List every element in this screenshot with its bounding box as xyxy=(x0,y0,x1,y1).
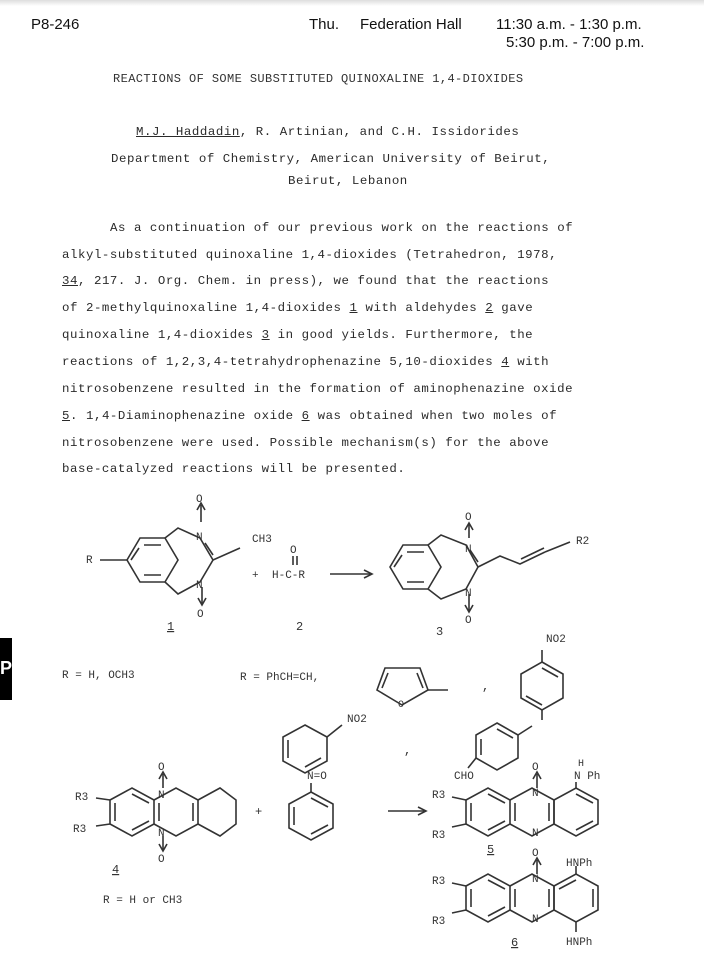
compound-ref: 1 xyxy=(349,301,358,315)
svg-text:N: N xyxy=(465,544,472,556)
compound-ref: 2 xyxy=(485,301,494,315)
abstract-line: nitrosobenzene resulted in the formation of aminophenazine oxide xyxy=(62,382,574,396)
furan-structure xyxy=(377,668,448,705)
svg-text:O: O xyxy=(158,762,165,774)
svg-text:R3: R3 xyxy=(432,830,446,842)
compound-6-label: 6 xyxy=(511,936,519,950)
nitrosobenzene-structure xyxy=(289,783,333,840)
svg-text:N: N xyxy=(465,588,472,600)
session-venue: Federation Hall xyxy=(360,16,462,33)
svg-text:,: , xyxy=(482,680,490,694)
session-time-1: 11:30 a.m. - 1:30 p.m. xyxy=(496,16,642,33)
r1-definition: R = H, OCH3 xyxy=(62,670,135,682)
svg-text:+: + xyxy=(255,805,263,819)
methyl-label: CH3 xyxy=(252,534,272,546)
anilino-label: HNPh xyxy=(566,937,593,949)
section-tab: P xyxy=(0,638,12,700)
compound-ref: 6 xyxy=(301,409,310,423)
p-formylphenyl-structure xyxy=(468,723,532,770)
svg-text:N: N xyxy=(158,790,165,802)
nitroso-label: N=O xyxy=(307,771,327,783)
abstract-line: quinoxaline 1,4-dioxides 3 in good yields. Furthermore, the xyxy=(62,328,534,342)
compound-ref: 3 xyxy=(261,328,270,342)
svg-text:O: O xyxy=(465,512,472,524)
svg-text:O: O xyxy=(532,848,539,860)
svg-text:H: H xyxy=(578,759,585,770)
co-authors: , R. Artinian, and C.H. Issidorides xyxy=(239,125,520,139)
svg-text:N: N xyxy=(196,580,203,592)
svg-text:N Ph: N Ph xyxy=(574,771,601,783)
abstract-line: reactions of 1,2,3,4-tetrahydrophenazine 5,10-dioxides 4 with xyxy=(62,355,550,369)
svg-text:N: N xyxy=(196,532,203,544)
svg-text:O: O xyxy=(158,854,165,866)
svg-text:NO2: NO2 xyxy=(347,714,367,726)
compound-ref: 4 xyxy=(501,355,510,369)
abstract-line: nitrosobenzene were used. Possible mechanism(s) for the above xyxy=(62,436,550,450)
compound-4-structure xyxy=(96,772,236,851)
compound-1-label: 1 xyxy=(167,620,175,634)
svg-text:R3: R3 xyxy=(432,916,446,928)
svg-text:R3: R3 xyxy=(75,792,89,804)
anilino-label: HNPh xyxy=(566,858,593,870)
svg-text:R3: R3 xyxy=(432,790,446,802)
abstract-line: of 2-methylquinoxaline 1,4-dioxides 1 with aldehydes 2 gave xyxy=(62,301,534,315)
svg-text:R3: R3 xyxy=(432,876,446,888)
abstract-line: As a continuation of our previous work on the reactions of xyxy=(110,221,574,235)
nitrophenyl-structure xyxy=(521,650,563,720)
svg-text:+: + xyxy=(252,570,259,582)
session-day: Thu. xyxy=(309,16,340,33)
r2-label: R2 xyxy=(576,536,590,548)
r1-label: R xyxy=(86,555,93,567)
svg-text:O: O xyxy=(532,762,539,774)
compound-4-label: 4 xyxy=(112,863,120,877)
r2-definition: R = PhCH=CH, xyxy=(240,672,320,684)
n-oxide-o: O xyxy=(196,494,203,506)
session-time-2: 5:30 p.m. - 7:00 p.m. xyxy=(506,34,645,51)
svg-text:,: , xyxy=(404,744,412,758)
abstract-line: alkyl-substituted quinoxaline 1,4-dioxides (Tetrahedron, 1978, xyxy=(62,248,558,262)
volume-number: 34 xyxy=(62,274,78,288)
compound-1-structure xyxy=(100,503,240,605)
svg-text:N: N xyxy=(532,828,539,840)
svg-text:O: O xyxy=(197,609,204,621)
svg-text:N: N xyxy=(532,788,539,800)
svg-text:O: O xyxy=(465,615,472,627)
abstract-line: base-catalyzed reactions will be presented. xyxy=(62,462,406,476)
r3-definition: R = H or CH3 xyxy=(103,895,183,907)
session-code: P8-246 xyxy=(31,16,80,33)
compound-5-label: 5 xyxy=(487,843,495,857)
nitro-label: NO2 xyxy=(546,634,566,646)
affiliation-line-1: Department of Chemistry, American University of Beirut, xyxy=(111,152,551,166)
compound-ref: 5 xyxy=(62,409,70,423)
compound-2-label: 2 xyxy=(296,620,304,634)
svg-text:N: N xyxy=(532,914,539,926)
svg-text:N: N xyxy=(532,874,539,886)
aldehyde-formula: H-C-R xyxy=(272,570,306,582)
abstract-line: 5. 1,4-Diaminophenazine oxide 6 was obtained when two moles of xyxy=(62,409,558,423)
affiliation-line-2: Beirut, Lebanon xyxy=(288,174,408,188)
aldehyde-label: CHO xyxy=(454,771,474,783)
compound-3-label: 3 xyxy=(436,625,444,639)
svg-text:O: O xyxy=(290,545,297,557)
compound-3-structure xyxy=(390,523,570,612)
svg-text:R3: R3 xyxy=(73,824,87,836)
svg-text:N: N xyxy=(158,828,165,840)
abstract-line: 34, 217. J. Org. Chem. in press), we found that the reactions xyxy=(62,274,550,288)
presenting-author: M.J. Haddadin xyxy=(136,125,240,139)
svg-text:O: O xyxy=(398,700,405,711)
paper-title: REACTIONS OF SOME SUBSTITUTED QUINOXALINE 1,4-DIOXIDES xyxy=(113,72,524,86)
